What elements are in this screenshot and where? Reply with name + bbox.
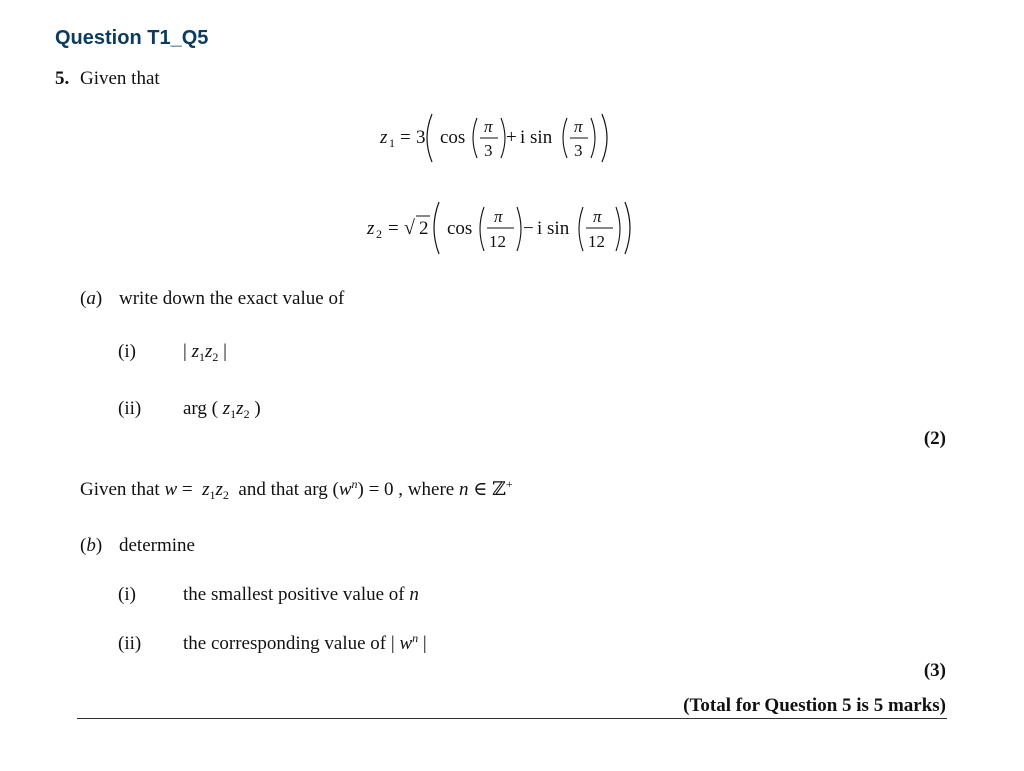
eq2-paren-right-2 (616, 207, 620, 251)
eq1-den-1: 3 (484, 141, 493, 160)
eq1-big-paren-right (602, 114, 607, 162)
eq2-cos: cos (447, 218, 473, 239)
eq2-paren-left-1 (480, 207, 484, 251)
eq2-big-paren-left (434, 202, 439, 254)
bottom-rule (77, 718, 947, 719)
eq1-isin: i sin (520, 127, 553, 148)
part-a-i-label: (i) (118, 341, 136, 362)
eq1-equals: = (400, 127, 411, 148)
part-a-text: write down the exact value of (119, 288, 345, 309)
equation-z1 (370, 110, 630, 166)
eq1-num-2: π (574, 117, 583, 136)
eq2-num-1: π (494, 207, 503, 226)
eq2-root: √ (404, 217, 415, 239)
eq2-radicand: 2 (419, 218, 429, 239)
eq2-lhs-sub: 2 (376, 227, 382, 241)
part-b-label: (b) (80, 535, 103, 556)
eq1-paren-left-2 (563, 118, 567, 158)
eq1-paren-right-2 (591, 118, 595, 158)
part-b-i-text: the smallest positive value of n (183, 584, 419, 605)
part-b-marks: (3) (923, 660, 946, 681)
eq1-den-2: 3 (574, 141, 583, 160)
eq1-paren-right-1 (501, 118, 505, 158)
eq1-big-paren-left (427, 114, 432, 162)
eq2-equals: = (388, 218, 399, 239)
eq2-num-2: π (593, 207, 602, 226)
eq2-den-1: 12 (489, 232, 506, 251)
eq1-lhs-sub: 1 (389, 136, 395, 150)
eq2-lhs: z (367, 218, 375, 239)
part-a-ii-label: (ii) (118, 398, 142, 419)
given-that-text: Given that (80, 68, 160, 89)
part-b-ii-text: the corresponding value of | $w^n$ | (183, 631, 427, 654)
eq1-plus: + (506, 127, 517, 148)
eq2-paren-right-1 (517, 207, 521, 251)
eq2-big-paren-right (625, 202, 630, 254)
equation-z2 (357, 198, 647, 258)
eq1-num-1: π (484, 117, 493, 136)
part-a-marks: (2) (923, 428, 946, 449)
question-number: 5. (55, 68, 70, 89)
eq2-minus: − (523, 218, 534, 239)
question-title: Question T1_Q5 (55, 27, 209, 49)
part-a-label: (a) (80, 288, 103, 309)
modulus-z1z2: | $z_1z_2$ | (183, 341, 227, 364)
eq2-paren-left-2 (579, 207, 583, 251)
total-marks: (Total for Question 5 is 5 marks) (683, 695, 946, 716)
eq1-cos: cos (440, 127, 466, 148)
eq1-lhs: z (380, 127, 388, 148)
eq1-coef: 3 (416, 127, 426, 148)
argument-z1z2: arg ( $z_1z_2$ ) (183, 398, 261, 421)
part-b-i-label: (i) (118, 584, 136, 605)
part-b-text: determine (119, 535, 195, 556)
eq2-den-2: 12 (588, 232, 605, 251)
part-b-ii-label: (ii) (118, 633, 142, 654)
eq2-isin: i sin (537, 218, 570, 239)
given-w-line: Given that $w = z_1z_2$ and that arg $(w^n) = 0$ , where n ∈ ℤ+ (80, 477, 513, 502)
eq1-paren-left-1 (473, 118, 477, 158)
